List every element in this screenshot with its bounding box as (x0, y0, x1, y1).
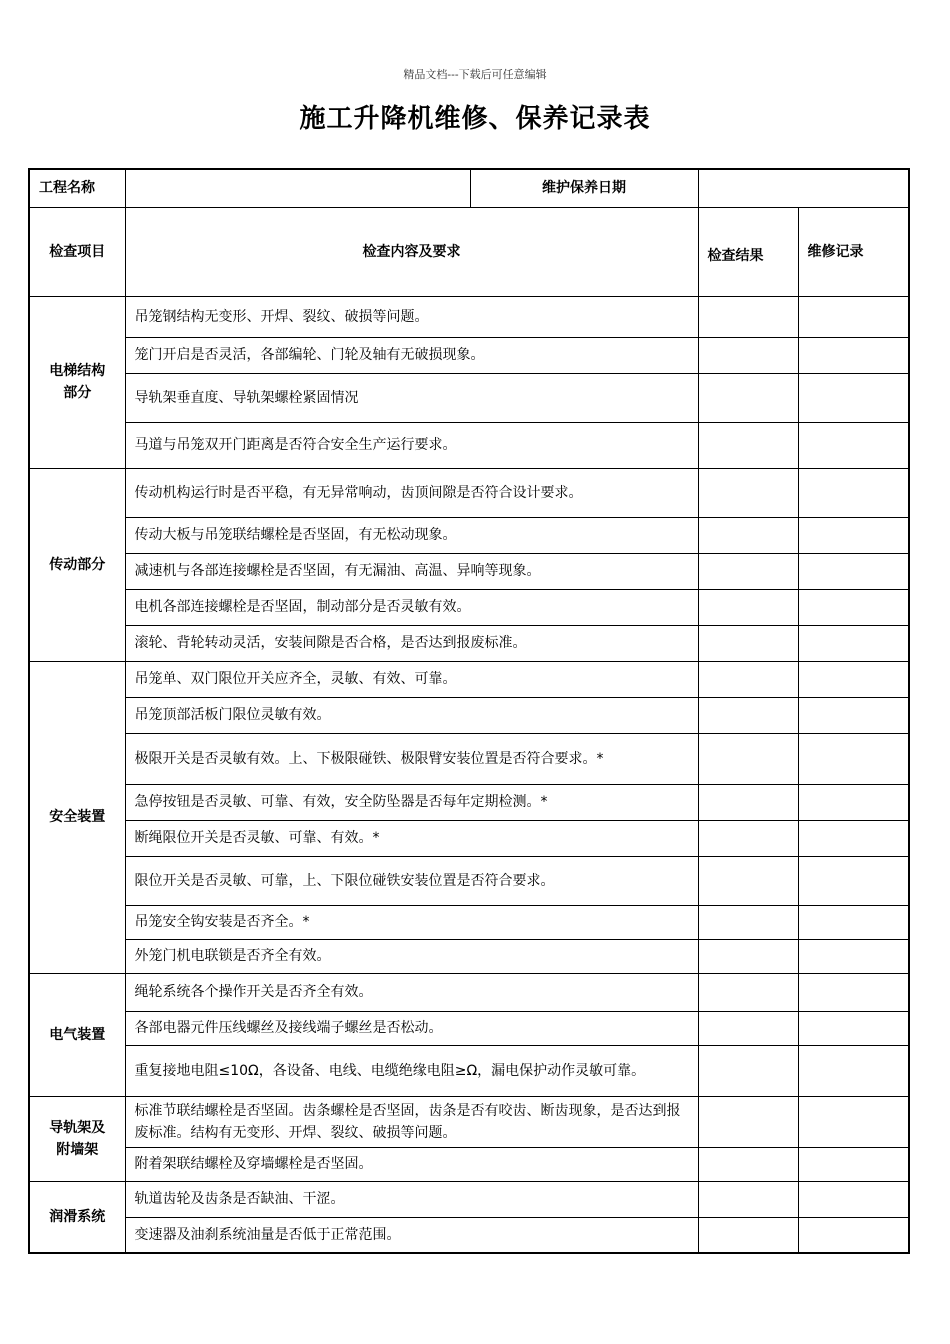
table-row (29, 939, 909, 973)
repair-record-cell[interactable] (798, 856, 909, 905)
table-row (29, 661, 909, 697)
table-row (29, 517, 909, 553)
check-result-cell[interactable] (698, 589, 798, 625)
repair-record-cell[interactable] (798, 733, 909, 784)
group-label: 电气装置 (29, 973, 125, 1096)
table-row (29, 468, 909, 517)
check-content: 传动机构运行时是否平稳，有无异常响动，齿顶间隙是否符合设计要求。 (125, 468, 698, 517)
check-content: 急停按钮是否灵敏、可靠、有效，安全防坠器是否每年定期检测。* (125, 784, 698, 820)
check-result-cell[interactable] (698, 939, 798, 973)
check-content: 滚轮、背轮转动灵活，安装间隙是否合格，是否达到报废标准。 (125, 625, 698, 661)
check-result-cell[interactable] (698, 856, 798, 905)
check-result-cell[interactable] (698, 296, 798, 337)
check-result-cell[interactable] (698, 337, 798, 373)
check-content: 断绳限位开关是否灵敏、可靠、有效。* (125, 820, 698, 856)
table-row (29, 422, 909, 468)
check-result-cell[interactable] (698, 1011, 798, 1045)
table-row (29, 1011, 909, 1045)
maintenance-record-table (28, 168, 910, 1254)
repair-record-cell[interactable] (798, 517, 909, 553)
table-row (29, 1217, 909, 1253)
repair-record-cell[interactable] (798, 589, 909, 625)
table-row (29, 733, 909, 784)
group-label: 电梯结构 部分 (29, 296, 125, 468)
check-content: 限位开关是否灵敏、可靠，上、下限位碰铁安装位置是否符合要求。 (125, 856, 698, 905)
check-content: 吊笼安全钩安装是否齐全。* (125, 905, 698, 939)
check-result-cell[interactable] (698, 784, 798, 820)
table-row (29, 1045, 909, 1096)
check-result-cell[interactable] (698, 517, 798, 553)
maintenance-date-label: 维护保养日期 (470, 169, 698, 207)
check-result-cell[interactable] (698, 820, 798, 856)
repair-record-cell[interactable] (798, 1217, 909, 1253)
repair-record-cell[interactable] (798, 1181, 909, 1217)
repair-record-cell[interactable] (798, 1045, 909, 1096)
table-row (29, 337, 909, 373)
project-name-field[interactable] (125, 169, 470, 207)
repair-record-cell[interactable] (798, 1011, 909, 1045)
check-content: 笼门开启是否灵活，各部编轮、门轮及轴有无破损现象。 (125, 337, 698, 373)
table-row (29, 905, 909, 939)
table-row (29, 625, 909, 661)
check-result-cell[interactable] (698, 697, 798, 733)
group-label: 安全装置 (29, 661, 125, 973)
table-row (29, 1181, 909, 1217)
check-content: 绳轮系统各个操作开关是否齐全有效。 (125, 973, 698, 1011)
check-result-cell[interactable] (698, 625, 798, 661)
check-result-cell[interactable] (698, 373, 798, 422)
check-result-cell[interactable] (698, 422, 798, 468)
maintenance-date-field[interactable] (698, 169, 909, 207)
repair-record-cell[interactable] (798, 1147, 909, 1181)
column-header-result: 检查结果 (698, 207, 798, 296)
group-label: 润滑系统 (29, 1181, 125, 1253)
check-content: 重复接地电阻≤10Ω，各设备、电线、电缆绝缘电阻≥Ω，漏电保护动作灵敏可靠。 (125, 1045, 698, 1096)
table-row (29, 553, 909, 589)
check-result-cell[interactable] (698, 1045, 798, 1096)
group-label: 导轨架及 附墙架 (29, 1096, 125, 1181)
column-header-row (29, 207, 909, 296)
group-label: 传动部分 (29, 468, 125, 661)
column-header-item: 检查项目 (29, 207, 125, 296)
table-row (29, 784, 909, 820)
repair-record-cell[interactable] (798, 661, 909, 697)
check-result-cell[interactable] (698, 1217, 798, 1253)
repair-record-cell[interactable] (798, 939, 909, 973)
table-row (29, 373, 909, 422)
check-content: 减速机与各部连接螺栓是否坚固，有无漏油、高温、异响等现象。 (125, 553, 698, 589)
repair-record-cell[interactable] (798, 973, 909, 1011)
check-result-cell[interactable] (698, 973, 798, 1011)
check-content: 吊笼顶部活板门限位灵敏有效。 (125, 697, 698, 733)
check-content: 吊笼钢结构无变形、开焊、裂纹、破损等问题。 (125, 296, 698, 337)
repair-record-cell[interactable] (798, 625, 909, 661)
page-title: 施工升降机维修、保养记录表 (299, 104, 651, 134)
project-name-label: 工程名称 (29, 169, 125, 207)
check-result-cell[interactable] (698, 1181, 798, 1217)
check-result-cell[interactable] (698, 468, 798, 517)
check-result-cell[interactable] (698, 553, 798, 589)
repair-record-cell[interactable] (798, 784, 909, 820)
table-row (29, 973, 909, 1011)
check-result-cell[interactable] (698, 661, 798, 697)
repair-record-cell[interactable] (798, 905, 909, 939)
check-content: 导轨架垂直度、导轨架螺栓紧固情况 (125, 373, 698, 422)
repair-record-cell[interactable] (798, 422, 909, 468)
check-content: 马道与吊笼双开门距离是否符合安全生产运行要求。 (125, 422, 698, 468)
check-content: 外笼门机电联锁是否齐全有效。 (125, 939, 698, 973)
check-content: 吊笼单、双门限位开关应齐全，灵敏、有效、可靠。 (125, 661, 698, 697)
repair-record-cell[interactable] (798, 373, 909, 422)
check-result-cell[interactable] (698, 905, 798, 939)
repair-record-cell[interactable] (798, 820, 909, 856)
table-row (29, 296, 909, 337)
check-result-cell[interactable] (698, 1147, 798, 1181)
check-content: 电机各部连接螺栓是否坚固，制动部分是否灵敏有效。 (125, 589, 698, 625)
check-content: 传动大板与吊笼联结螺栓是否坚固，有无松动现象。 (125, 517, 698, 553)
column-header-repair: 维修记录 (798, 207, 909, 296)
repair-record-cell[interactable] (798, 1096, 909, 1147)
check-content: 轨道齿轮及齿条是否缺油、干涩。 (125, 1181, 698, 1217)
check-content: 附着架联结螺栓及穿墙螺栓是否坚固。 (125, 1147, 698, 1181)
repair-record-cell[interactable] (798, 468, 909, 517)
table-row (29, 697, 909, 733)
table-row (29, 1096, 909, 1147)
table-row (29, 589, 909, 625)
check-result-cell[interactable] (698, 733, 798, 784)
watermark-text: 精品文档---下载后可任意编辑 (403, 68, 547, 81)
repair-record-cell[interactable] (798, 697, 909, 733)
column-header-content: 检查内容及要求 (125, 207, 698, 296)
table-row (29, 820, 909, 856)
table-row (29, 1147, 909, 1181)
header-info-row (29, 169, 909, 207)
check-result-cell[interactable] (698, 1096, 798, 1147)
repair-record-cell[interactable] (798, 553, 909, 589)
check-content: 各部电器元件压线螺丝及接线端子螺丝是否松动。 (125, 1011, 698, 1045)
table-row (29, 856, 909, 905)
repair-record-cell[interactable] (798, 296, 909, 337)
check-content: 标准节联结螺栓是否坚固。齿条螺栓是否坚固，齿条是否有咬齿、断齿现象，是否达到报废标准。结构有无变形、开焊、裂纹、破损等问题。 (125, 1096, 698, 1147)
check-content: 变速器及油刹系统油量是否低于正常范围。 (125, 1217, 698, 1253)
repair-record-cell[interactable] (798, 337, 909, 373)
check-content: 极限开关是否灵敏有效。上、下极限碰铁、极限臂安装位置是否符合要求。* (125, 733, 698, 784)
